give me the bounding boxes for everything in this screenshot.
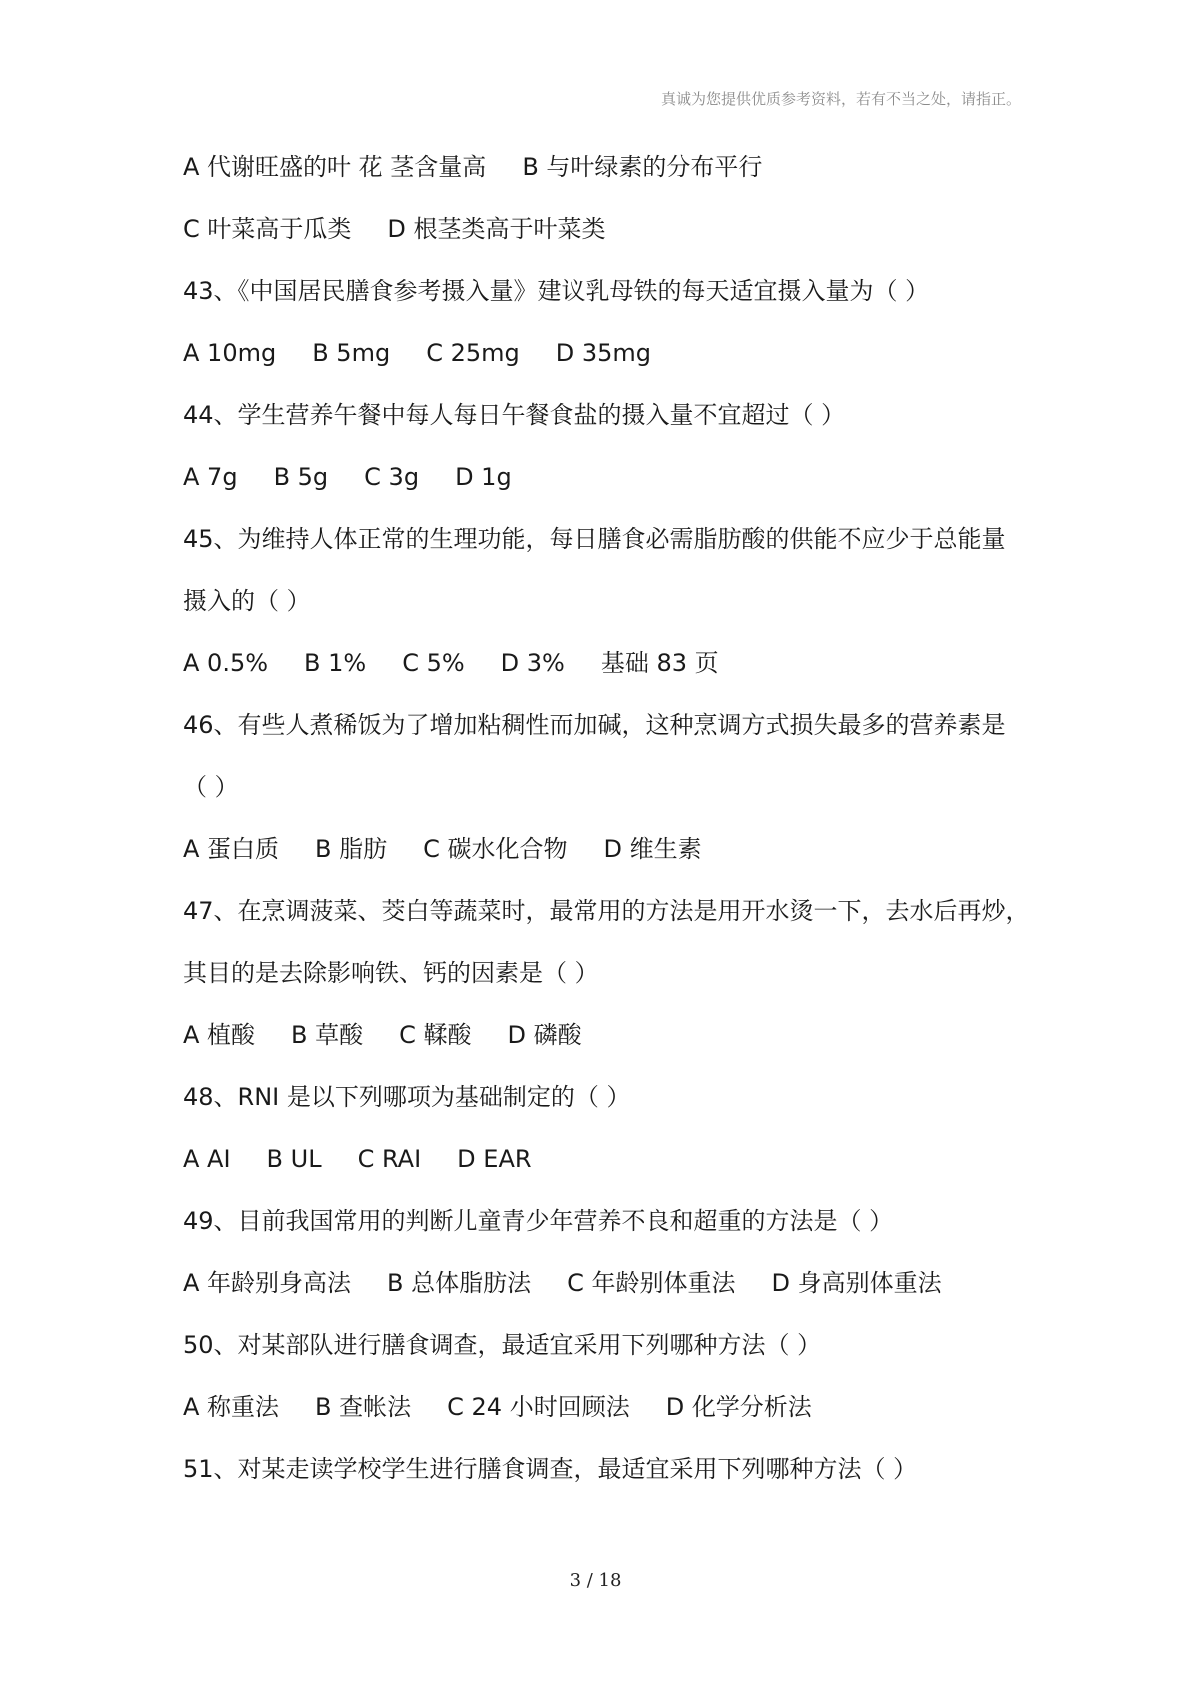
answer-option: A 代谢旺盛的叶 花 茎含量高	[183, 153, 487, 181]
question-line: 48、RNI 是以下列哪项为基础制定的（ ）	[183, 1083, 631, 1111]
answer-option: C 年龄别体重法	[567, 1269, 736, 1297]
answer-option: D 身高别体重法	[771, 1269, 942, 1297]
answer-option: A 称重法	[183, 1393, 280, 1421]
answer-option: C 5%	[402, 649, 465, 677]
question-line: 49、目前我国常用的判断儿童青少年营养不良和超重的方法是（ ）	[183, 1207, 894, 1235]
answer-option: B 5mg	[312, 339, 391, 367]
answer-option: A 植酸	[183, 1021, 256, 1049]
answer-option: 基础 83 页	[600, 649, 719, 677]
answer-option: B UL	[266, 1145, 322, 1173]
options-line	[183, 1376, 1043, 1438]
answer-option: B 总体脂肪法	[387, 1269, 532, 1297]
answer-option: C 叶菜高于瓜类	[183, 215, 352, 243]
question-line: 45、为维持人体正常的生理功能，每日膳食必需脂肪酸的供能不应少于总能量	[183, 525, 1006, 553]
answer-option: C 24 小时回顾法	[447, 1393, 630, 1421]
question-line: 43、《中国居民膳食参考摄入量》建议乳母铁的每天适宜摄入量为（ ）	[183, 277, 930, 305]
options-line	[183, 632, 1043, 694]
question-line: 51、对某走读学校学生进行膳食调查，最适宜采用下列哪种方法（ ）	[183, 1455, 918, 1483]
answer-option: D 磷酸	[507, 1021, 582, 1049]
answer-option: D 35mg	[555, 339, 651, 367]
options-line	[183, 1128, 1043, 1190]
answer-option: A 10mg	[183, 339, 277, 367]
answer-option: D EAR	[457, 1145, 532, 1173]
options-line	[183, 322, 1043, 384]
question-line: 44、学生营养午餐中每人每日午餐食盐的摄入量不宜超过（ ）	[183, 401, 846, 429]
question-line: 50、对某部队进行膳食调查，最适宜采用下列哪种方法（ ）	[183, 1331, 822, 1359]
answer-option: C 3g	[364, 463, 420, 491]
answer-option: C 25mg	[426, 339, 520, 367]
answer-option: D 3%	[500, 649, 565, 677]
answer-option: B 脂肪	[315, 835, 388, 863]
answer-option: A 年龄别身高法	[183, 1269, 352, 1297]
answer-option: D 化学分析法	[665, 1393, 812, 1421]
answer-option: A 7g	[183, 463, 238, 491]
options-line	[183, 818, 1043, 880]
document-body	[183, 136, 1043, 1500]
question-line: 46、有些人煮稀饭为了增加粘稠性而加碱，这种烹调方式损失最多的营养素是	[183, 711, 1006, 739]
answer-option: A 0.5%	[183, 649, 269, 677]
answer-option: B 1%	[304, 649, 367, 677]
options-line	[183, 1252, 1043, 1314]
answer-option: B 草酸	[291, 1021, 364, 1049]
page-number: 3 / 18	[569, 1570, 622, 1591]
answer-option: C 碳水化合物	[423, 835, 568, 863]
answer-option: D 根茎类高于叶菜类	[387, 215, 606, 243]
question-line: （ ）	[183, 773, 239, 801]
question-line: 摄入的（ ）	[183, 587, 311, 615]
answer-option: B 查帐法	[315, 1393, 412, 1421]
options-line	[183, 1004, 1043, 1066]
answer-option: C RAI	[357, 1145, 422, 1173]
options-line	[183, 446, 1043, 508]
options-line	[183, 136, 1043, 198]
question-line: 47、在烹调菠菜、茭白等蔬菜时，最常用的方法是用开水烫一下，去水后再炒，	[183, 897, 1030, 925]
answer-option: A 蛋白质	[183, 835, 280, 863]
answer-option: D 1g	[455, 463, 512, 491]
answer-option: D 维生素	[603, 835, 702, 863]
answer-option: B 5g	[273, 463, 329, 491]
answer-option: C 鞣酸	[399, 1021, 472, 1049]
options-line	[183, 198, 1043, 260]
question-line: 其目的是去除影响铁、钙的因素是（ ）	[183, 959, 599, 987]
header-note: 真诚为您提供优质参考资料，若有不当之处，请指正。	[660, 90, 1021, 108]
answer-option: B 与叶绿素的分布平行	[522, 153, 763, 181]
answer-option: A AI	[183, 1145, 231, 1173]
